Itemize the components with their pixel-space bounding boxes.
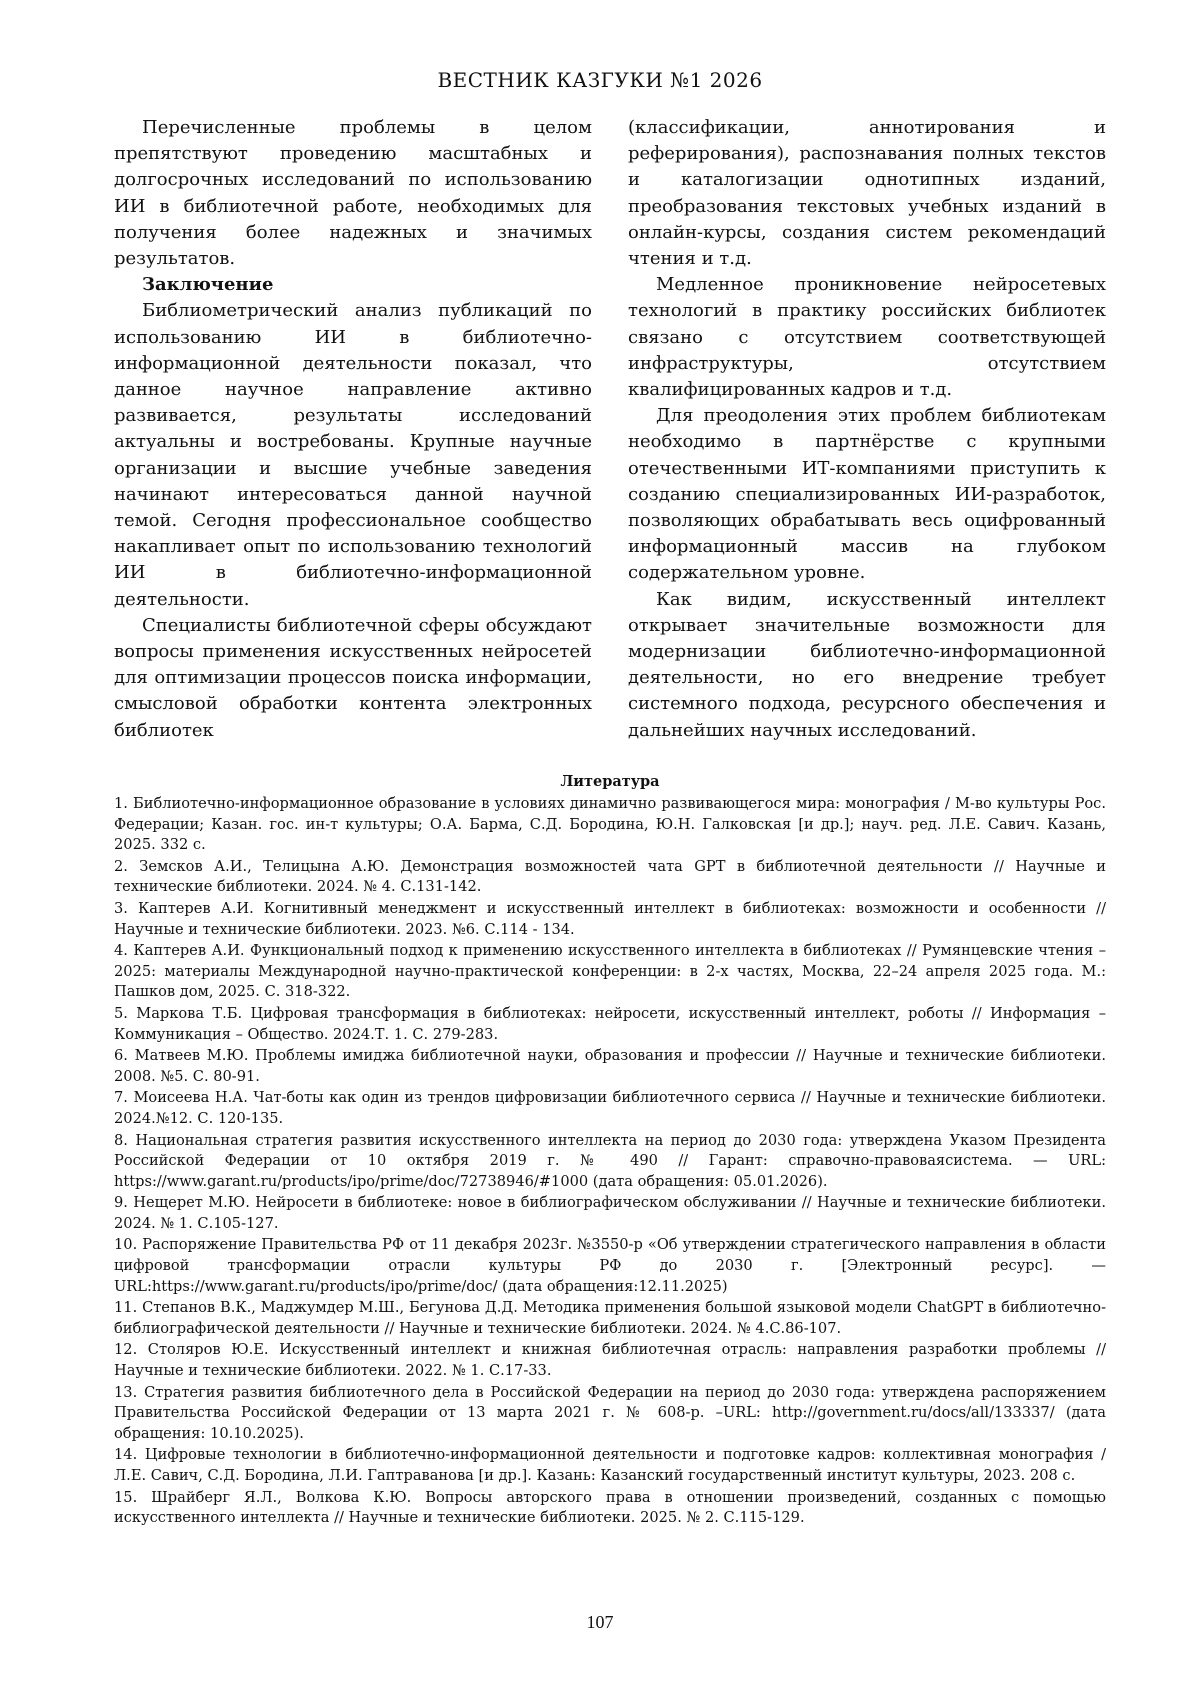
- reference-item: 13. Стратегия развития библиотечного дела в Российской Федерации на период до 2030 года: утверждена распоряжением Правительства Российской Федерации от 13 марта 2021 г. № 608-р. –URL: http://government.ru/docs/all/133337/ (дата обращения: 10.10.2025).: [114, 1383, 1106, 1442]
- reference-item: 9. Нещерет М.Ю. Нейросети в библиотеке: новое в библиографическом обслуживании // Научные и технические библиотеки. 2024. № 1. С.105-127.: [114, 1194, 1106, 1232]
- paragraph: Библиометрический анализ публикаций по использованию ИИ в библиотечно-информационной деятельности показал, что данное научное направление активно развивается, результаты исследований актуальны и востребованы. Крупные научные организации и высшие учебные заведения начинают интересоваться данной научной темой. Сегодня профессиональное сообщество накапливает опыт по использованию технологий ИИ в библиотечно-информационной деятельности.: [114, 300, 592, 610]
- body-columns: [114, 115, 1106, 745]
- reference-item: 3. Каптерев А.И. Когнитивный менеджмент и искусственный интеллект в библиотеках: возможности и особенности // Научные и технические библиотеки. 2023. №6. С.114 - 134.: [114, 899, 1106, 938]
- reference-item: 7. Моисеева Н.А. Чат-боты как один из трендов цифровизации библиотечного сервиса // Научные и технические библиотеки. 2024.№12. С. 120-135.: [114, 1089, 1106, 1127]
- reference-item: 12. Столяров Ю.Е. Искусственный интеллект и книжная библиотечная отрасль: направления разработки проблемы // Научные и технические библиотеки. 2022. № 1. С.17-33.: [114, 1341, 1106, 1380]
- reference-item: 14. Цифровые технологии в библиотечно-информационной деятельности и подготовке кадров: коллективная монография / Л.Е. Савич, С.Д. Бородина, Л.И. Гаптраванова [и др.]. Казань: Казанский государственный институт культуры, 2023. 208 с.: [114, 1446, 1106, 1484]
- reference-item: 2. Земсков А.И., Телицына А.Ю. Демонстрация возможностей чата GPT в библиотечной деятельности // Научные и технические библиотеки. 2024. № 4. С.131-142.: [114, 857, 1106, 896]
- reference-item: 11. Степанов В.К., Маджумдер М.Ш., Бегунова Д.Д. Методика применения большой языковой модели ChatGPT в библиотечно-библиографической деятельности // Научные и технические библиотеки. 2024. № 4.С.86-107.: [114, 1299, 1106, 1337]
- reference-item: 8. Национальная стратегия развития искусственного интеллекта на период до 2030 года: утверждена Указом Президента Российской Федерации от 10 октября 2019 г. № 490 // Гарант: справочно-правоваясистема. — URL: https://www.garant.ru/products/ipo/prime/doc/72738946/#1000 (дата обращения: 05.01.2026).: [114, 1131, 1106, 1190]
- references-title: Литература: [560, 773, 660, 790]
- reference-item: 5. Маркова Т.Б. Цифровая трансформация в библиотеках: нейросети, искусственный интеллект, роботы // Информация – Коммуникация – Общество. 2024.Т. 1. С. 279-283.: [114, 1004, 1106, 1043]
- paragraph: Как видим, искусственный интеллект открывает значительные возможности для модернизации библиотечно-информационной деятельности, но его внедрение требует системного подхода, ресурсного обеспечения и дальнейших научных исследований.: [628, 588, 1106, 741]
- reference-item: 15. Шрайберг Я.Л., Волкова К.Ю. Вопросы авторского права в отношении произведений, созданных с помощью искусственного интеллекта // Научные и технические библиотеки. 2025. № 2. С.115-129.: [114, 1488, 1106, 1527]
- right-column: [628, 115, 1106, 744]
- reference-item: 6. Матвеев М.Ю. Проблемы имиджа библиотечной науки, образования и профессии // Научные и технические библиотеки. 2008. №5. С. 80-91.: [114, 1047, 1106, 1085]
- paragraph: (классификации, аннотирования и реферирования), распознавания полных текстов и каталогизации однотипных изданий, преобразования текстовых учебных изданий в онлайн-курсы, создания систем рекомендаций чтения и т.д.: [628, 117, 1106, 270]
- running-header: ВЕСТНИК КАЗГУКИ №1 2026: [437, 68, 763, 92]
- section-heading: Заключение: [142, 274, 274, 296]
- paragraph: Для преодоления этих проблем библиотекам необходимо в партнёрстве с крупными отечественными ИТ-компаниями приступить к созданию специализированных ИИ-разработок, позволяющих обрабатывать весь оцифрованный информационный массив на глубоком содержательном уровне.: [628, 405, 1106, 584]
- left-column: [114, 115, 592, 744]
- reference-item: 4. Каптерев А.И. Функциональный подход к применению искусственного интеллекта в библиотеках // Румянцевские чтения – 2025: материалы Международной научно-практической конференции: в 2-х частях, Москва, 22–24 апреля 2025 года. М.: Пашков дом, 2025. С. 318-322.: [114, 942, 1106, 1001]
- reference-item: 1. Библиотечно-информационное образование в условиях динамично развивающегося мира: монография / М-во культуры Рос. Федерации; Казан. гос. ин-т культуры; О.А. Барма, С.Д. Бородина, Ю.Н. Галковская [и др.]; науч. ред. Л.Е. Савич. Казань, 2025. 332 с.: [114, 795, 1106, 854]
- paragraph: Специалисты библиотечной сферы обсуждают вопросы применения искусственных нейросетей для оптимизации процессов поиска информации, смысловой обработки контента электронных библиотек: [114, 614, 592, 741]
- page-number: 107: [586, 1612, 614, 1632]
- reference-item: 10. Распоряжение Правительства РФ от 11 декабря 2023г. №3550-р «Об утверждении стратегического направления в области цифровой трансформации отрасли культуры РФ до 2030 г. [Электронный ресурс]. — URL:https://www.garant.ru/products/ipo/prime/doc/ (дата обращения:12.11.2025): [114, 1236, 1106, 1295]
- paragraph: Перечисленные проблемы в целом препятствуют проведению масштабных и долгосрочных исследований по использованию ИИ в библиотечной работе, необходимых для получения более надежных и значимых результатов.: [114, 117, 592, 270]
- references-section: [114, 772, 1106, 1530]
- paragraph: Медленное проникновение нейросетевых технологий в практику российских библиотек связано с отсутствием соответствующей инфраструктуры, отсутствием квалифицированных кадров и т.д.: [628, 274, 1106, 401]
- reference-list: [114, 794, 1106, 1529]
